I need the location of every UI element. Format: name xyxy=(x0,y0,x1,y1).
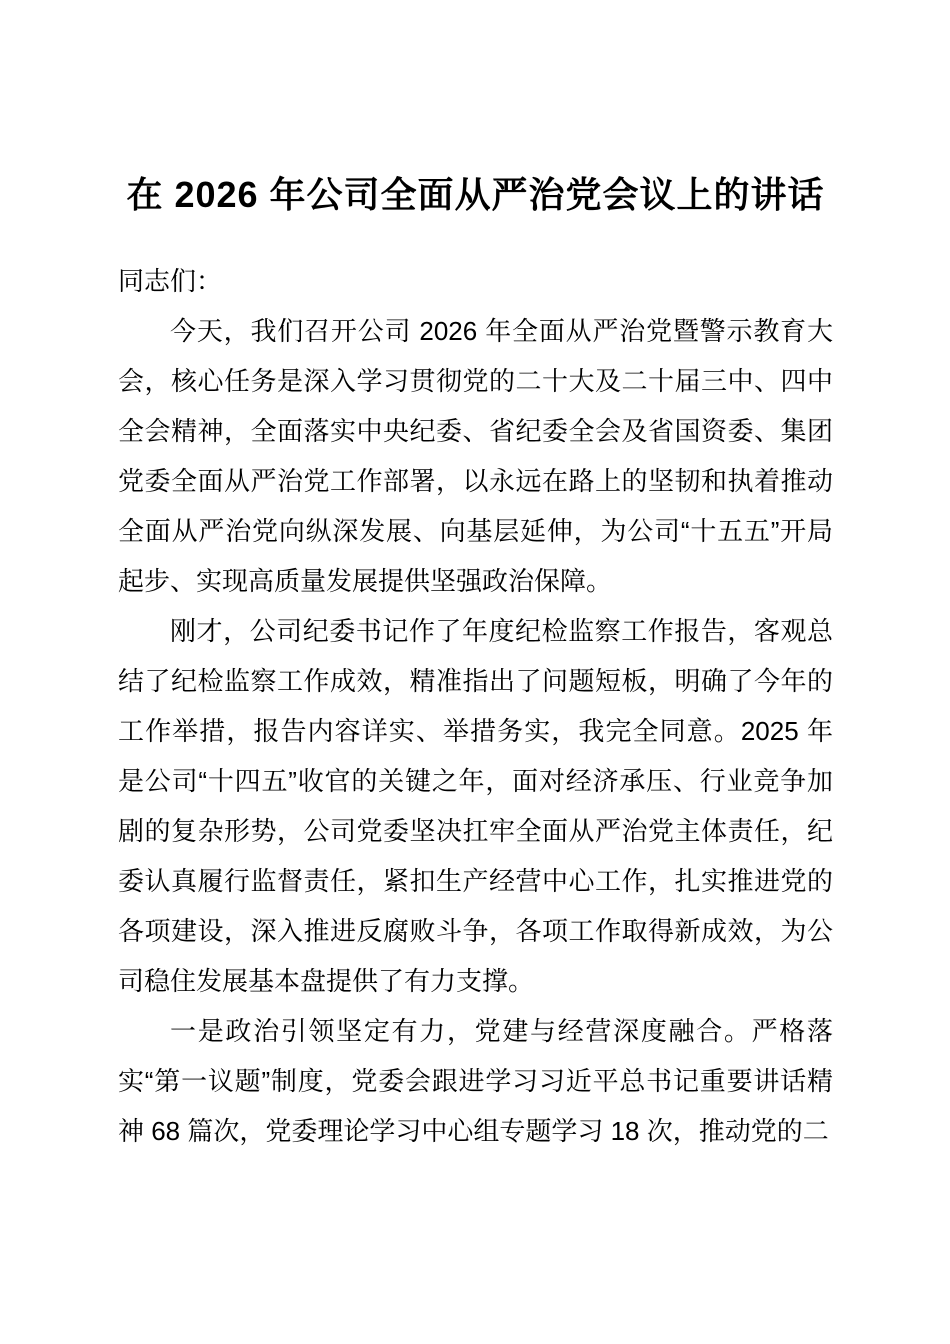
paragraph-point-one: 一是政治引领坚定有力，党建与经营深度融合。严格落实“第一议题”制度，党委会跟进学习习近平总书记重要讲话精神 68 篇次，党委理论学习中心组专题学习 18 次，推动党的二 xyxy=(118,1016,833,1146)
document-title: 在 2026 年公司全面从严治党会议上的讲话 xyxy=(126,174,825,215)
salutation-line: 同志们： xyxy=(118,266,223,296)
paragraph-opening: 今天，我们召开公司 2026 年全面从严治党暨警示教育大会，核心任务是深入学习贯彻党的二十大及二十届三中、四中全会精神，全面落实中央纪委、省纪委全会及省国资委、集团党委全面从严治党工作部署，以永远在路上的坚韧和执着推动全面从严治党向纵深发展、向基层延伸，为公司“十五五”开局起步、实现高质量发展提供坚强政治保障。 xyxy=(118,316,833,596)
paragraph-review-2025: 刚才，公司纪委书记作了年度纪检监察工作报告，客观总结了纪检监察工作成效，精准指出了问题短板，明确了今年的工作举措，报告内容详实、举措务实，我完全同意。2025 年是公司“十四五”收官的关键之年，面对经济承压、行业竞争加剧的复杂形势，公司党委坚决扛牢全面从严治党主体责任，纪委认真履行监督责任，紧扣生产经营中心工作，扎实推进党的各项建设，深入推进反腐败斗争，各项工作取得新成效，为公司稳住发展基本盘提供了有力支撑。 xyxy=(118,616,833,996)
document-body xyxy=(118,256,833,1156)
